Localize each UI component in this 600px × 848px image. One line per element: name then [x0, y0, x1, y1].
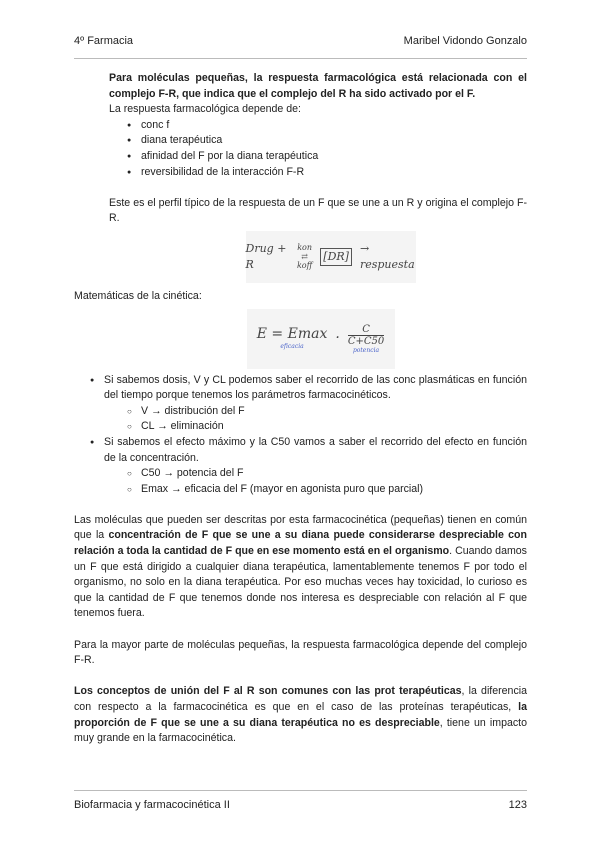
eq2-denominator: C+C50 [347, 335, 385, 347]
eq2-lhs-group [257, 327, 328, 350]
equation-image-emax [247, 309, 395, 369]
list-item: ● afinidad del F por la diana terapéutica [127, 149, 527, 165]
intro-bold-paragraph: Para moléculas pequeñas, la respuesta farmacológica está relacionada con el complejo F-R, que indica que el complejo del R ha sido activado por el F. [109, 72, 527, 100]
factors-list [127, 118, 527, 180]
header-author: Maribel Vidondo Gonzalo [403, 35, 527, 47]
footer-course: Biofarmacia y farmacocinética II [74, 799, 230, 811]
eq1-rate-arrow [297, 243, 312, 270]
eq2-note-potencia: potencia [352, 346, 380, 354]
list-item [90, 373, 527, 404]
eq2-note-eficacia: eficacia [280, 342, 304, 350]
eq2-lhs: E = Emax [256, 326, 328, 343]
page-content [74, 71, 527, 747]
list-item: ● diana terapéutica [127, 133, 527, 149]
kinetics-heading: Matemáticas de la cinética: [74, 289, 202, 302]
eq2-numerator: C [362, 323, 370, 335]
list-item: ○ V → distribución del F [127, 404, 527, 420]
kinetics-sublist-1 [127, 404, 527, 435]
page-header [74, 34, 527, 50]
eq1-complex: [DR] [320, 248, 352, 266]
list-item: ● conc f [127, 118, 527, 134]
paragraph-response: Para la mayor parte de moléculas pequeñas, la respuesta farmacológica depende del complejo F-R. [74, 638, 527, 667]
eq1-kon: kon [297, 243, 313, 253]
kinetics-list [90, 373, 527, 404]
intro-depends-text: La respuesta farmacológica depende de: [109, 103, 301, 116]
list-item: ○ CL → eliminación [127, 419, 527, 435]
eq2-dot: · [335, 329, 340, 346]
paragraph-therapeutic-proteins: Los conceptos de unión del F al R son comunes con las prot terapéuticas, la diferencia con respecto a la farmacocinética es que en el caso de las proteínas terapéuticas, la proporción de F que se une a su diana terapéutica no es despreciable, tiene un impacto muy grande en la farmacocinética. [74, 685, 527, 745]
list-item: ○ C50 → potencia del F [127, 466, 527, 482]
list-item [90, 435, 527, 466]
kinetics-item-text: ● Si sabemos dosis, V y CL podemos saber el recorrido de las conc plasmáticas en función del tiempo porque tenemos los parámetros farmacocinéticos. [104, 373, 527, 402]
list-item: ● reversibilidad de la interacción F-R [127, 165, 527, 181]
eq1-koff: koff [296, 261, 313, 271]
profile-paragraph: Este es el perfil típico de la respuesta de un F que se une a un R y origina el complejo F-R. [109, 196, 527, 225]
eq2-fraction [348, 324, 384, 354]
kinetics-item-text: ● Si sabemos el efecto máximo y la C50 vamos a saber el recorrido del efecto en función de la concentración. [104, 435, 527, 464]
eq1-arrow-icon: ⇄ [301, 252, 308, 262]
header-course: 4º Farmacia [74, 35, 134, 47]
header-divider [74, 58, 527, 59]
equation-image-binding [246, 231, 416, 283]
list-item: ○ Emax → eficacia del F (mayor en agonista puro que parcial) [127, 482, 527, 498]
kinetics-list-2 [90, 435, 527, 466]
paragraph-small-molecules: Las moléculas que pueden ser descritas por esta farmacocinética (pequeñas) tienen en común que la concentración de F que se une a su diana puede considerarse despreciable con relación a toda la cantidad de F que en ese momento está en el organismo. Cuando damos un F que está dirigido a cualquier diana terapéutica, lamentablemente tenemos F por todo el organismo, no solo en la diana terapéutica. Por eso muchas veces hay toxicidad, lo curioso es que la cantidad de F que tenemos donde nos interesa es despreciable con relación al F que tenemos fuera. [74, 513, 527, 620]
page-number: 123 [508, 799, 527, 811]
kinetics-sublist-2 [127, 466, 527, 497]
page-footer [74, 798, 527, 814]
footer-divider [74, 790, 527, 791]
eq1-left: Drug + R [245, 242, 287, 271]
eq1-right: → respuesta [359, 242, 415, 271]
